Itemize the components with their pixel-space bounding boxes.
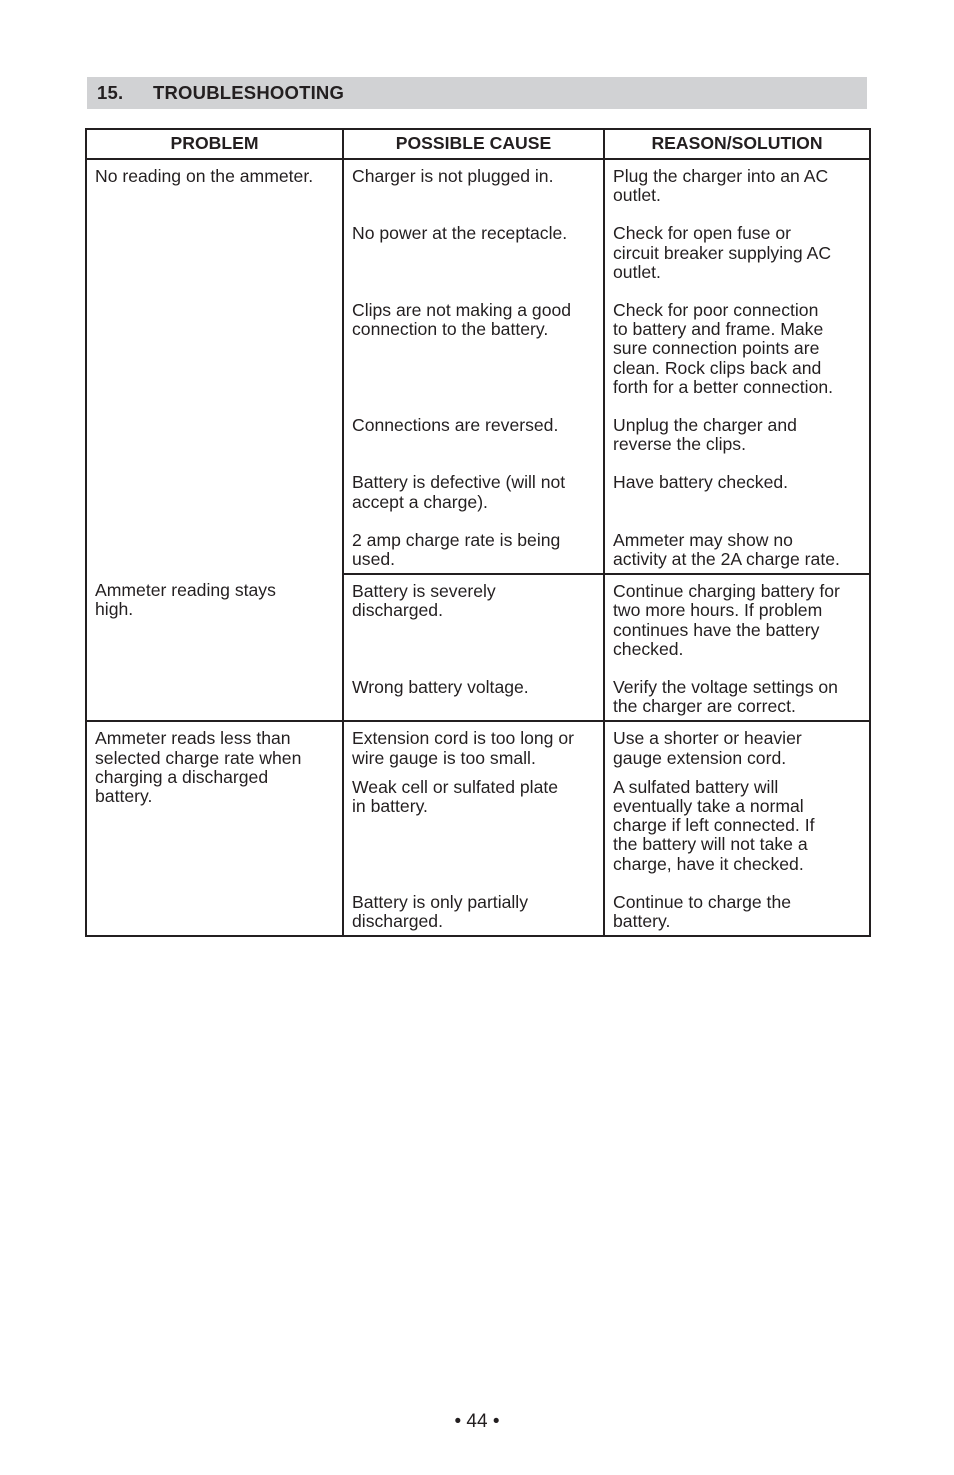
troubleshooting-table <box>85 128 871 937</box>
table-row <box>86 574 870 659</box>
solution-cell <box>604 768 870 874</box>
cause-text: Battery is only partially discharged. <box>352 891 529 932</box>
cause-text: Clips are not making a good connection to the battery. <box>352 300 572 340</box>
solution-cell <box>604 454 870 511</box>
cause-cell <box>343 659 604 721</box>
problem-text: Ammeter reads less than selected charge rate when charging a discharged battery. <box>95 728 302 807</box>
solution-text: Plug the charger into an AC outlet. <box>613 166 829 206</box>
cause-cell <box>343 397 604 454</box>
solution-cell <box>604 397 870 454</box>
cause-text: Wrong battery voltage. <box>352 677 529 698</box>
solution-text: Continue to charge the battery. <box>613 891 792 932</box>
solution-cell <box>604 574 870 659</box>
cause-cell <box>343 512 604 574</box>
problem-cell <box>86 574 343 721</box>
page-number: • 44 • <box>454 1411 500 1432</box>
problem-text: Ammeter reading stays high. <box>95 580 276 620</box>
table-row <box>86 721 870 767</box>
problem-cell <box>86 721 343 936</box>
cause-cell <box>343 574 604 659</box>
solution-cell <box>604 512 870 574</box>
section-title: TROUBLESHOOTING <box>153 82 345 103</box>
cause-cell <box>343 768 604 874</box>
header-possible-cause: POSSIBLE CAUSE <box>343 129 604 159</box>
solution-text: Use a shorter or heavier gauge extension cord. <box>613 728 802 768</box>
cause-text: Battery is severely discharged. <box>352 581 496 621</box>
solution-text: Unplug the charger and reverse the clips. <box>613 415 797 455</box>
solution-text: Check for poor connection to battery and frame. Make sure connection points are clean. Rock clips back and forth for a better connection. <box>613 300 834 397</box>
cause-text: Extension cord is too long or wire gauge is too small. <box>352 728 575 768</box>
cause-text: Battery is defective (will not accept a charge). <box>352 472 566 512</box>
header-problem: PROBLEM <box>86 129 343 159</box>
header-reason-solution: REASON/SOLUTION <box>604 129 870 159</box>
problem-text: No reading on the ammeter. <box>95 166 314 186</box>
solution-text: Check for open fuse or circuit breaker supplying AC outlet. <box>613 223 832 282</box>
cause-cell <box>343 721 604 767</box>
solution-cell <box>604 205 870 282</box>
solution-cell <box>604 159 870 205</box>
cause-text: 2 amp charge rate is being used. <box>352 529 561 570</box>
cause-cell <box>343 159 604 205</box>
cause-cell <box>343 454 604 511</box>
problem-cell <box>86 159 343 574</box>
cause-text: Connections are reversed. <box>352 415 559 436</box>
solution-text: Have battery checked. <box>613 472 789 493</box>
solution-cell <box>604 282 870 397</box>
solution-cell <box>604 659 870 721</box>
table-header-row <box>86 129 870 159</box>
solution-text: Continue charging battery for two more hours. If problem continues have the battery checked. <box>613 581 840 659</box>
solution-cell <box>604 721 870 767</box>
section-header <box>87 77 867 109</box>
table-row <box>86 159 870 205</box>
cause-text: Charger is not plugged in. <box>352 166 554 186</box>
cause-cell <box>343 874 604 936</box>
solution-text: Verify the voltage settings on the charger are correct. <box>613 677 838 717</box>
solution-text: Ammeter may show no activity at the 2A charge rate. <box>613 529 840 570</box>
cause-text: No power at the receptacle. <box>352 223 568 244</box>
solution-text: A sulfated battery will eventually take a normal charge if left connected. If the battery will not take a charge, have it checked. <box>613 776 815 874</box>
solution-cell <box>604 874 870 936</box>
cause-text: Weak cell or sulfated plate in battery. <box>352 776 559 817</box>
cause-cell <box>343 282 604 397</box>
section-number: 15. <box>97 82 124 103</box>
cause-cell <box>343 205 604 282</box>
